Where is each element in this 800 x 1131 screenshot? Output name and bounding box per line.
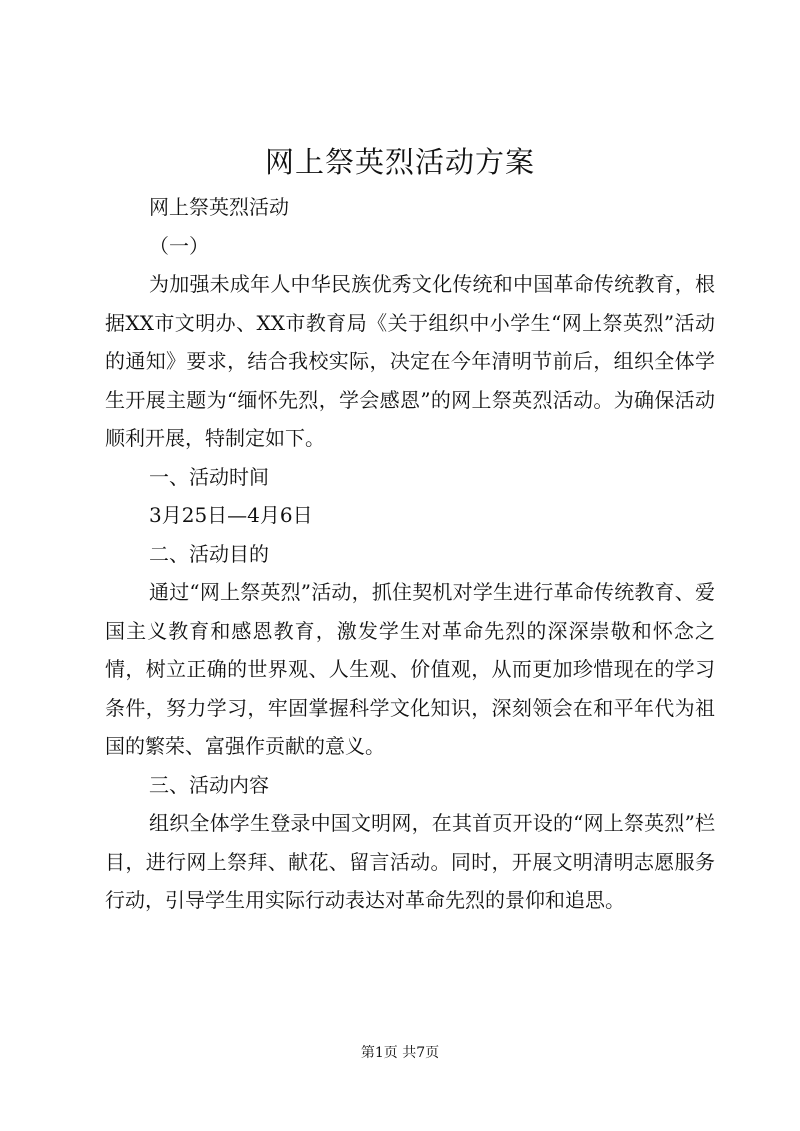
heading-activity-purpose: 二、活动目的 (149, 541, 269, 566)
section-number: （一） (149, 233, 209, 258)
purpose-paragraph: 通过“网上祭英烈”活动，抓住契机对学生进行革命传统教育、爱国主义教育和感恩教育，激发学生对革命先烈的深深崇敬和怀念之情，树立正确的世界观、人生观、价值观，从而更加珍惜现在的学习条件，努力学习，牢固掌握科学文化知识，深刻领会在和平年代为祖国的繁荣、富强作贡献的意义。 (105, 580, 715, 758)
activity-date-range: 3月25日—4月6日 (149, 503, 313, 527)
heading-activity-content: 三、活动内容 (149, 772, 269, 797)
heading-activity-time: 一、活动时间 (149, 464, 269, 489)
intro-paragraph: 为加强未成年人中华民族优秀文化传统和中国革命传统教育，根据XX市文明办、XX市教育局《关于组织中小学生“网上祭英烈”活动的通知》要求，结合我校实际，决定在今年清明节前后，组织全体学生开展主题为“缅怀先烈，学会感恩”的网上祭英烈活动。为确保活动顺利开展，特制定如下。 (105, 272, 715, 450)
document-title: 网上祭英烈活动方案 (264, 145, 535, 179)
page-number-footer: 第1页 共7页 (360, 1045, 440, 1061)
subtitle-paragraph: 网上祭英烈活动 (149, 195, 289, 219)
content-paragraph: 组织全体学生登录中国文明网，在其首页开设的“网上祭英烈”栏目，进行网上祭拜、献花、留言活动。同时，开展文明清明志愿服务行动，引导学生用实际行动表达对革命先烈的景仰和追思。 (105, 811, 715, 912)
document-body (105, 188, 715, 920)
